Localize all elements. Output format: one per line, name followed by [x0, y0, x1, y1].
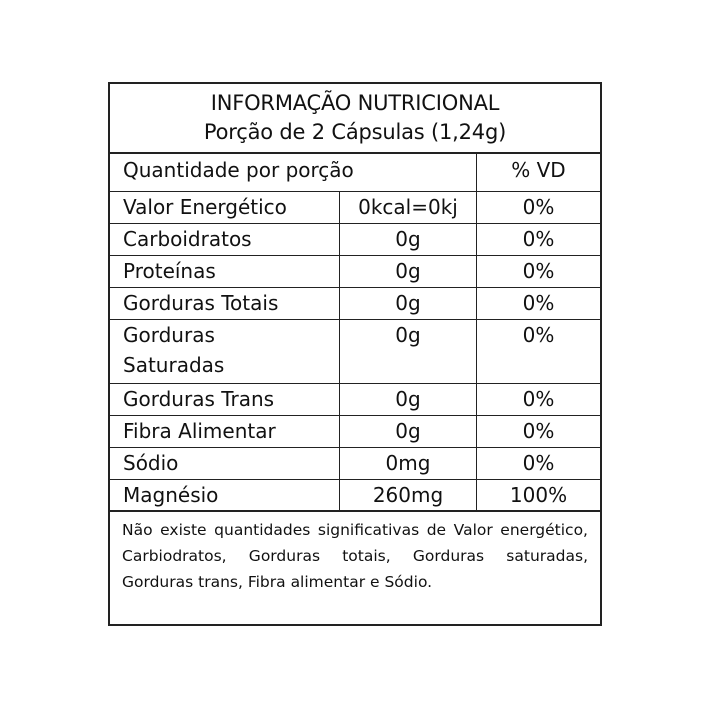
nutrient-name: Valor Energético [110, 192, 340, 223]
nutrient-name: Proteínas [110, 256, 340, 287]
nutrient-name: Sódio [110, 448, 340, 479]
nutrient-name: Gorduras Trans [110, 384, 340, 415]
nutrient-amount: 0g [340, 256, 477, 287]
nutrition-facts-table [108, 82, 602, 626]
table-row [110, 480, 600, 512]
dv-header: % VD [511, 158, 566, 182]
table-row [110, 416, 600, 448]
table-row [110, 288, 600, 320]
nutrient-amount: 0g [340, 416, 477, 447]
serving-size: Porção de 2 Cápsulas (1,24g) [203, 120, 507, 144]
table-row [110, 256, 600, 288]
nutrient-amount: 0mg [340, 448, 477, 479]
table-row [110, 224, 600, 256]
quantity-header: Quantidade por porção [110, 154, 477, 191]
nutrient-dv: 0% [522, 451, 555, 475]
table-row [110, 384, 600, 416]
nutrient-dv: 0% [522, 419, 555, 443]
nutrient-dv: 0% [522, 387, 555, 411]
table-row [110, 320, 600, 384]
nutrient-amount: 0g [340, 384, 477, 415]
table-title: INFORMAÇÃO NUTRICIONAL [210, 91, 500, 115]
nutrient-dv: 0% [522, 259, 555, 283]
nutrient-amount: 0g [340, 224, 477, 255]
table-row [110, 192, 600, 224]
nutrient-name: Carboidratos [110, 224, 340, 255]
table-row [110, 448, 600, 480]
nutrient-amount: 0kcal=0kj [340, 192, 477, 223]
nutrient-dv: 0% [522, 195, 555, 219]
nutrient-dv: 0% [522, 227, 555, 251]
nutrient-name: Gorduras Saturadas [110, 320, 340, 383]
nutrient-dv: 100% [509, 483, 568, 507]
header-row [110, 154, 600, 192]
nutrient-name: Fibra Alimentar [110, 416, 340, 447]
nutrient-amount: 0g [340, 288, 477, 319]
nutrient-dv: 0% [522, 323, 555, 347]
footnote: Não existe quantidades significativas de Valor energético, Carbiodratos, Gorduras totais, Gorduras saturadas, Gorduras trans, Fibra alimentar e Sódio. [122, 521, 588, 591]
nutrient-dv: 0% [522, 291, 555, 315]
nutrient-name: Magnésio [110, 480, 340, 510]
nutrient-amount: 0g [340, 320, 477, 383]
nutrient-name: Gorduras Totais [110, 288, 340, 319]
title-block [110, 84, 600, 154]
nutrient-amount: 260mg [340, 480, 477, 510]
